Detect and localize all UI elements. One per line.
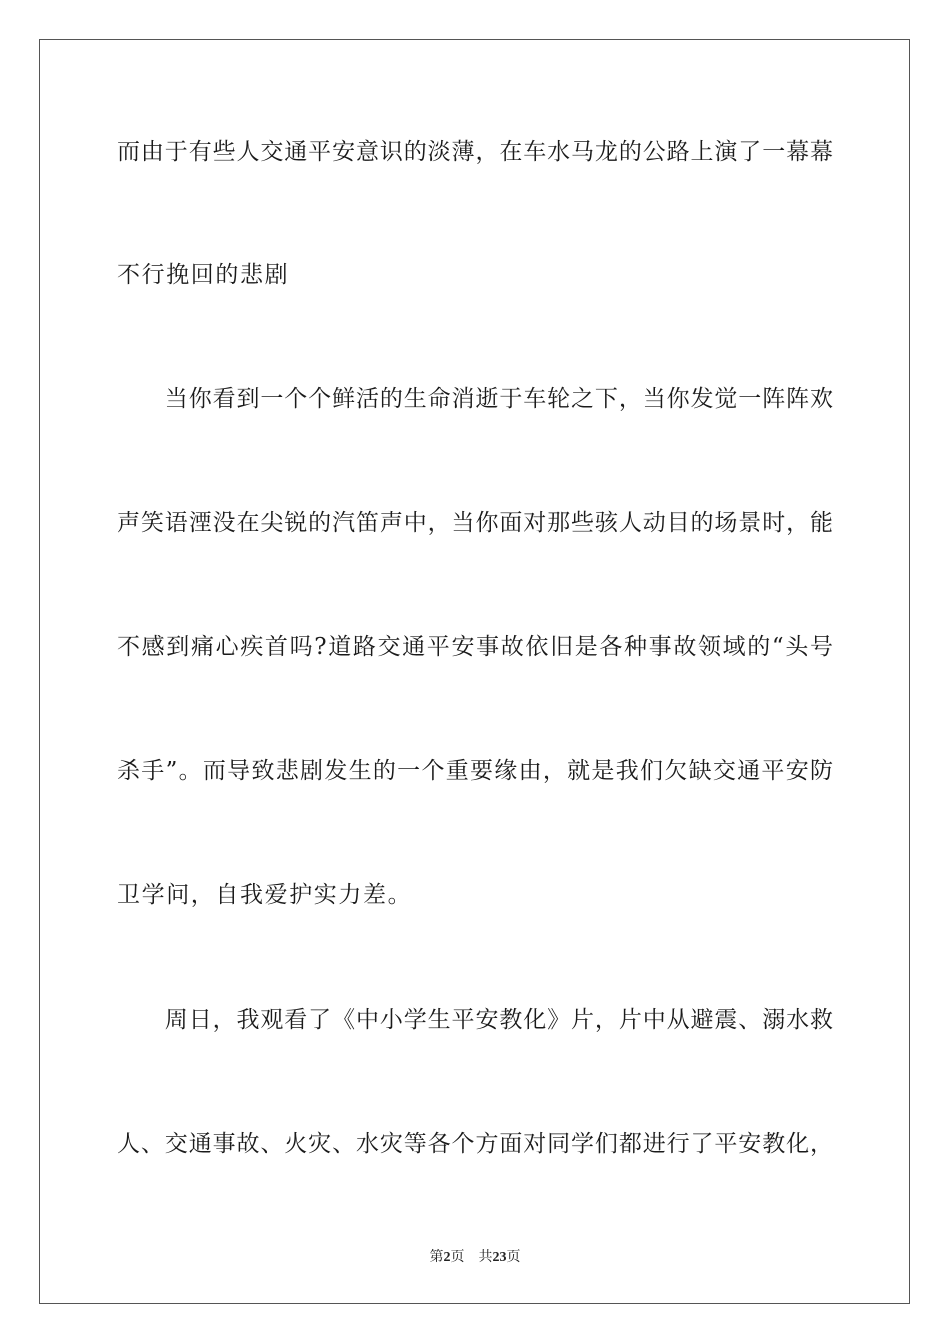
text-line-2: 不行挽回的悲剧 (117, 262, 290, 288)
page-suffix: 页 (450, 1249, 465, 1265)
page-number: 2 (443, 1250, 451, 1265)
text-line-1: 而由于有些人交通平安意识的淡薄，在车水马龙的公路上演了一幕幕 (117, 139, 833, 165)
total-suffix: 页 (506, 1249, 521, 1265)
text-line-6: 杀手”。而导致悲剧发生的一个重要缘由，就是我们欠缺交通平安防 (117, 758, 833, 784)
text-line-9: 人、交通事故、火灾、水灾等各个方面对同学们都进行了平安教化， (117, 1131, 833, 1157)
page-frame (39, 39, 910, 1304)
text-line-4: 声笑语湮没在尖锐的汽笛声中，当你面对那些骇人动目的场景时，能 (117, 510, 833, 536)
total-pages: 23 (492, 1250, 507, 1265)
page-footer (0, 1248, 950, 1267)
page-prefix: 第 (429, 1249, 444, 1265)
text-line-8: 周日，我观看了《中小学生平安教化》片，片中从避震、溺水救 (117, 1007, 833, 1033)
text-line-7: 卫学问，自我爱护实力差。 (117, 882, 413, 908)
total-prefix: 共 (478, 1249, 493, 1265)
text-line-5: 不感到痛心疾首吗?道路交通平安事故依旧是各种事故领域的“头号 (117, 634, 833, 660)
text-line-3: 当你看到一个个鲜活的生命消逝于车轮之下，当你发觉一阵阵欢 (117, 386, 833, 412)
